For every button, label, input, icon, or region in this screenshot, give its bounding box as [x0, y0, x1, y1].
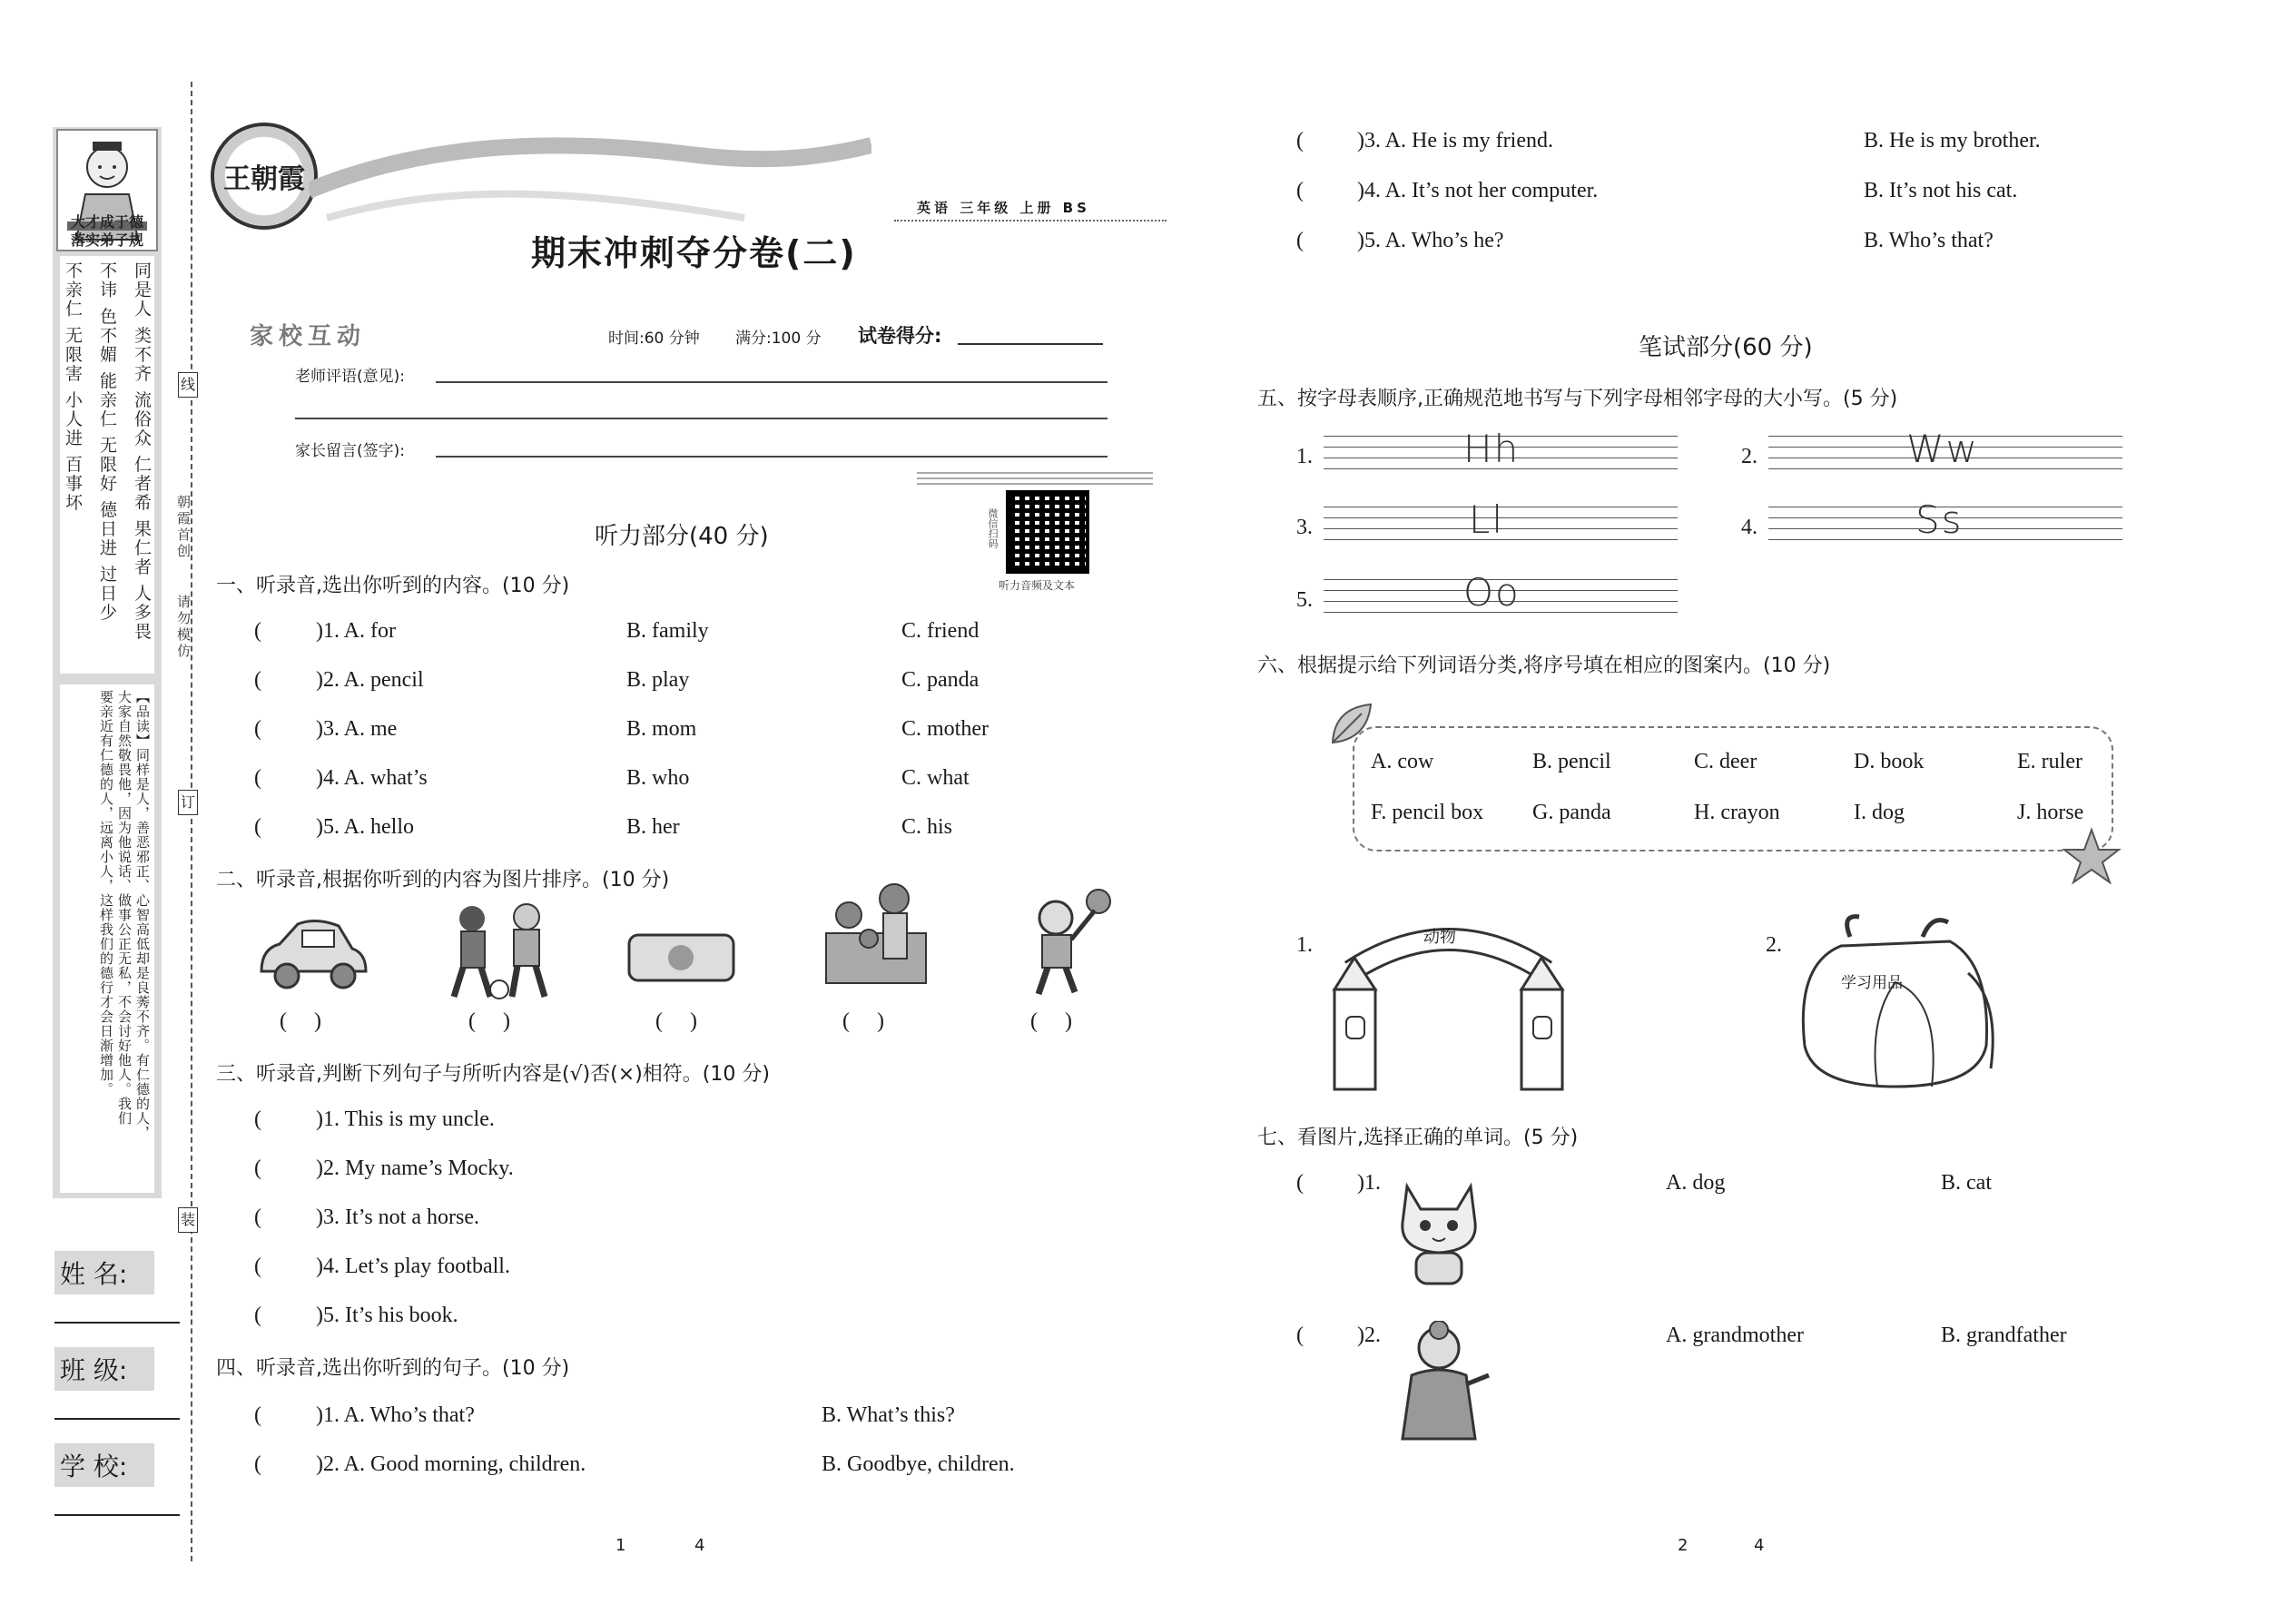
q3-sentence: )5. It’s his book. [316, 1304, 458, 1327]
q4-heading: 四、听录音,选出你听到的句子。(10 分) [216, 1357, 570, 1380]
given-letters: Ss [1915, 497, 1964, 542]
brand-name: 王朝霞 [223, 163, 305, 195]
cut-mark: 线 [178, 372, 198, 398]
q1-option-c: C. mother [901, 717, 989, 741]
subject-tags: 英语 三年级 上册 BS [917, 200, 1090, 216]
answer-paren[interactable]: ( [254, 1304, 278, 1327]
q4-option-b: B. Goodbye, children. [822, 1452, 1015, 1476]
q4-option-a: )5. A. Who’s he? [1357, 229, 1504, 252]
q1-option-c: C. friend [901, 619, 980, 643]
word-option: H. crayon [1694, 801, 1780, 824]
starfish-icon [2061, 826, 2122, 888]
answer-paren[interactable]: ( [254, 1206, 278, 1229]
right-page-total: 4 [1754, 1536, 1765, 1555]
q1-option-c: C. what [901, 766, 970, 790]
commentary-column: 大家自然敬畏他，因为他说话、做事公正无私，不会讨好他人。我们 [116, 690, 133, 1126]
boys-football-picture [436, 899, 563, 1003]
answer-paren[interactable]: ( [1296, 179, 1320, 202]
q4-option-a: )2. A. Good morning, children. [316, 1452, 586, 1476]
q4-option-a: )4. A. It’s not her computer. [1357, 179, 1599, 202]
q6-heading: 六、根据提示给下列词语分类,将序号填在相应的图案内。(10 分) [1257, 655, 1831, 677]
tags-underline [894, 220, 1167, 221]
answer-paren[interactable]: ( [254, 668, 278, 692]
answer-paren[interactable]: ( ) [1030, 1009, 1072, 1033]
answer-paren[interactable]: ( [1296, 1324, 1320, 1347]
boy-baseball-picture [1015, 885, 1115, 999]
q1-option-c: C. his [901, 815, 953, 839]
sidebar-commentary [60, 684, 154, 1193]
word-option: E. ruler [2017, 750, 2082, 773]
q1-option-a: )1. A. for [316, 619, 396, 643]
exam-time: 时间:60 分钟 [608, 330, 700, 348]
qr-side-label: 微信扫码 [987, 508, 999, 548]
listening-section-title: 听力部分(40 分) [595, 523, 769, 550]
answer-paren[interactable]: ( ) [280, 1009, 321, 1033]
q1-option-b: B. her [626, 815, 680, 839]
word-option: I. dog [1854, 801, 1905, 824]
score-field[interactable] [958, 343, 1103, 345]
given-letters: Ll [1469, 497, 1505, 542]
family-picture [822, 879, 935, 997]
q3-sentence: )1. This is my uncle. [316, 1107, 495, 1131]
answer-paren[interactable]: ( [254, 1452, 278, 1476]
teacher-comment-label: 老师评语(意见): [295, 368, 405, 386]
q5-item-number: 2. [1741, 445, 1757, 468]
answer-paren[interactable]: ( [1296, 1171, 1320, 1195]
q1-option-b: B. who [626, 766, 690, 790]
commentary-column: 【品读】同样是人，善恶邪正、心智高低却是良莠不齐。有仁德的人， [134, 690, 151, 1140]
answer-paren[interactable]: ( [254, 619, 278, 643]
q5-item-number: 4. [1741, 516, 1757, 539]
given-letters: Oo [1463, 570, 1521, 615]
q4-option-b: B. What’s this? [822, 1403, 955, 1427]
word-bank [1353, 726, 2113, 851]
word-option: F. pencil box [1371, 801, 1484, 824]
q3-sentence: )4. Let’s play football. [316, 1255, 510, 1278]
right-page-number: 2 [1678, 1536, 1689, 1555]
school-label: 学 校: [54, 1443, 154, 1487]
name-label: 姓 名: [54, 1251, 154, 1294]
q6-picture-number: 2. [1766, 933, 1782, 957]
home-school-box-title: 家校互动 [250, 323, 367, 350]
parent-comment-field[interactable] [436, 456, 1108, 458]
writing-section-title: 笔试部分(60 分) [1639, 334, 1813, 361]
q7-item-number: )1. [1357, 1171, 1381, 1195]
cut-line [191, 82, 192, 1561]
q1-option-b: B. family [626, 619, 709, 643]
q5-item-number: 3. [1296, 516, 1313, 539]
answer-paren[interactable]: ( [254, 815, 278, 839]
answer-paren[interactable]: ( [1296, 129, 1320, 153]
q3-sentence: )3. It’s not a horse. [316, 1206, 479, 1229]
school-bag-label: 学习用品 [1841, 974, 1903, 992]
word-option: C. deer [1694, 750, 1757, 773]
answer-paren[interactable]: ( [254, 1255, 278, 1278]
answer-paren[interactable]: ( ) [468, 1009, 510, 1033]
side-note: 请勿模仿 [175, 595, 192, 660]
answer-paren[interactable]: ( ) [655, 1009, 697, 1033]
qr-code[interactable] [1006, 490, 1089, 574]
q4-option-a: )1. A. Who’s that? [316, 1403, 475, 1427]
answer-paren[interactable]: ( [254, 717, 278, 741]
parent-comment-label: 家长留言(签字): [295, 442, 405, 460]
left-page-total: 4 [694, 1536, 705, 1555]
given-letters: Hh [1463, 427, 1521, 471]
word-option: J. horse [2017, 801, 2084, 824]
zoo-gate-label: 动物 [1423, 928, 1456, 947]
score-label: 试卷得分: [858, 325, 942, 347]
decorative-lines [917, 472, 1153, 488]
q1-option-a: )5. A. hello [316, 815, 414, 839]
answer-paren[interactable]: ( [254, 766, 278, 790]
page-title: 期末冲刺夺分卷(二) [531, 233, 857, 273]
school-field[interactable] [54, 1514, 180, 1516]
motto-line-2: 落实弟子规 [70, 231, 143, 249]
cat-picture [1389, 1173, 1489, 1289]
verse-column: 同是人 类不齐 流俗众 仁者希 果仁者 人多畏 [132, 261, 152, 642]
q7-option-b: B. grandfather [1941, 1324, 2067, 1347]
q3-heading: 三、听录音,判断下列句子与所听内容是(√)否(×)相符。(10 分) [216, 1063, 770, 1086]
q1-option-a: )3. A. me [316, 717, 398, 741]
q5-heading: 五、按字母表顺序,正确规范地书写与下列字母相邻字母的大小写。(5 分) [1257, 388, 1898, 410]
brand-emblem [211, 123, 318, 230]
class-field[interactable] [54, 1418, 180, 1420]
cut-mark: 订 [178, 790, 198, 815]
q4-option-b: B. He is my brother. [1864, 129, 2041, 153]
school-bag-picture[interactable] [1787, 910, 2004, 1091]
teacher-comment-field[interactable] [436, 381, 1108, 383]
word-option: B. pencil [1532, 750, 1611, 773]
word-option: A. cow [1371, 750, 1434, 773]
given-letters: Ww [1906, 427, 1979, 471]
q1-option-b: B. play [626, 668, 690, 692]
word-option: D. book [1854, 750, 1925, 773]
sidebar-verses [60, 256, 154, 674]
answer-paren[interactable]: ( [254, 1403, 278, 1427]
motto-line-1: 大才成于德 [70, 213, 143, 231]
answer-paren[interactable]: ( [254, 1156, 278, 1180]
class-label: 班 级: [54, 1347, 154, 1391]
full-score: 满分:100 分 [735, 330, 822, 348]
name-field[interactable] [54, 1322, 180, 1324]
q1-option-b: B. mom [626, 717, 697, 741]
commentary-column: 要亲近有仁德的人，远离小人，这样我们的德行才会日渐增加。 [98, 690, 114, 1097]
q1-heading: 一、听录音,选出你听到的内容。(10 分) [216, 575, 570, 597]
pencil-box-picture [625, 926, 738, 989]
q1-option-c: C. panda [901, 668, 980, 692]
word-option: G. panda [1532, 801, 1611, 824]
q7-option-b: B. cat [1941, 1171, 1992, 1195]
teacher-comment-field-2[interactable] [295, 418, 1108, 419]
answer-paren[interactable]: ( [1296, 229, 1320, 252]
q7-heading: 七、看图片,选择正确的单词。(5 分) [1257, 1127, 1579, 1149]
car-picture [252, 908, 375, 999]
cut-mark: 装 [178, 1207, 198, 1233]
answer-paren[interactable]: ( ) [842, 1009, 884, 1033]
q5-item-number: 1. [1296, 445, 1313, 468]
left-page-number: 1 [615, 1536, 626, 1555]
verse-column: 不亲仁 无限害 小人进 百事坏 [63, 261, 83, 513]
grandmother-picture [1389, 1321, 1493, 1448]
q4-option-b: B. Who’s that? [1864, 229, 1994, 252]
q7-item-number: )2. [1357, 1324, 1381, 1347]
side-note: 朝霞首创 [175, 495, 192, 560]
qr-caption: 听力音频及文本 [999, 579, 1076, 592]
q6-picture-number: 1. [1296, 933, 1313, 957]
ribbon-decoration [309, 136, 871, 227]
q2-heading: 二、听录音,根据你听到的内容为图片排序。(10 分) [216, 869, 670, 891]
q7-option-a: A. dog [1666, 1171, 1726, 1195]
q3-sentence: )2. My name’s Mocky. [316, 1156, 514, 1180]
q5-item-number: 5. [1296, 588, 1313, 612]
q1-option-a: )4. A. what’s [316, 766, 428, 790]
answer-paren[interactable]: ( [254, 1107, 278, 1131]
q4-option-a: )3. A. He is my friend. [1357, 129, 1553, 153]
q4-option-b: B. It’s not his cat. [1864, 179, 2018, 202]
q1-option-a: )2. A. pencil [316, 668, 424, 692]
verse-column: 不讳 色不媚 能亲仁 无限好 德日进 过日少 [97, 261, 117, 623]
q7-option-a: A. grandmother [1666, 1324, 1804, 1347]
